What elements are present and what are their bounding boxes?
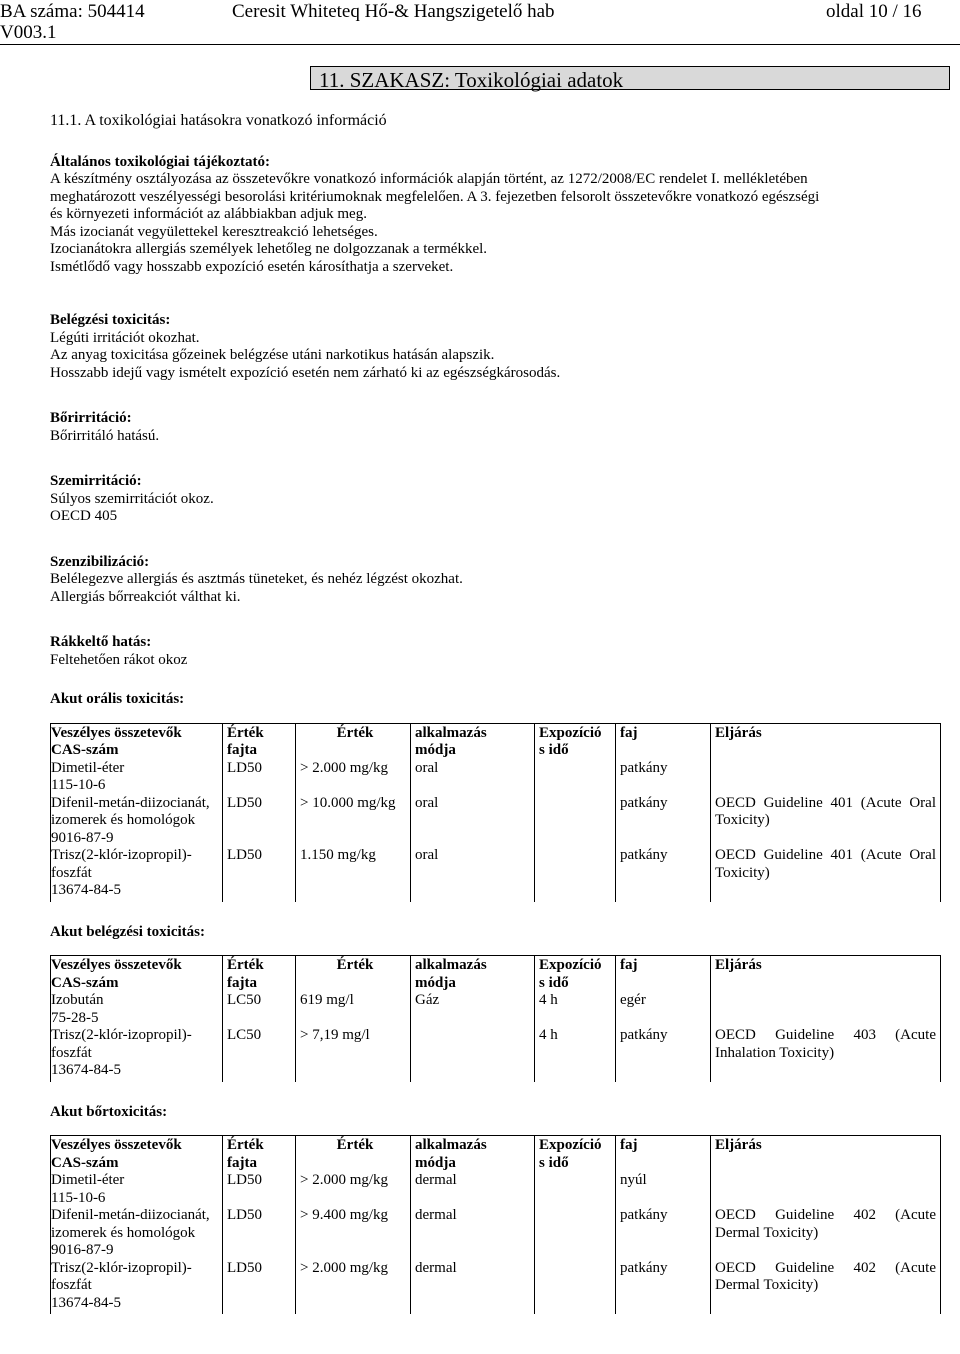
dermal-table-title: Akut bőrtoxicitás: (50, 1103, 168, 1120)
species-cell: patkány (616, 1260, 711, 1315)
species-cell: patkány (616, 1027, 711, 1082)
time-cell: 4 h (535, 992, 616, 1027)
header-cell: Eljárás (711, 956, 941, 993)
type-cell: LD50 (223, 795, 296, 848)
table-row (51, 795, 941, 848)
route-cell: dermal (411, 1172, 535, 1207)
value-cell: > 7,19 mg/l (296, 1027, 411, 1082)
value-cell: > 9.400 mg/kg (296, 1207, 411, 1260)
header-cell: Érték fajta (223, 723, 296, 760)
inhalation-line: Hosszabb idejű vagy ismételt expozíció esetén nem zárható ki az egészségkárosodás. (50, 364, 561, 381)
sensitization-block (50, 554, 940, 607)
skin-block (50, 410, 940, 445)
general-line: meghatározott veszélyességi besorolási kritériumoknak megfelelően. A 3. fejezetben felsorolt összetevőkre vonatkozó egészségi (50, 188, 820, 205)
header-cell: Érték (296, 1136, 411, 1173)
general-line: és környezeti információt az alábbiakban adjuk meg. (50, 206, 367, 222)
value-cell: > 2.000 mg/kg (296, 1172, 411, 1207)
header-cell: Veszélyes összetevők CAS-szám (51, 723, 223, 760)
eye-heading: Szemirritáció: (50, 473, 142, 489)
method-cell: OECD Guideline 403 (Acute Inhalation Toxicity) (711, 1027, 941, 1082)
header-cell: faj (616, 956, 711, 993)
time-cell (535, 1260, 616, 1315)
carcinogenic-block (50, 634, 940, 669)
table-header-row (51, 723, 941, 760)
route-cell: oral (411, 795, 535, 848)
time-cell (535, 1207, 616, 1260)
method-cell: OECD Guideline 402 (Acute Dermal Toxicity) (711, 1207, 941, 1260)
component-cell: Trisz(2-klór-izopropil)- foszfát 13674-84-5 (51, 1260, 223, 1315)
table-row (51, 847, 941, 902)
eye-line: Súlyos szemirritációt okoz. (50, 490, 214, 507)
subsection-title: 11.1. A toxikológiai hatásokra vonatkozó információ (50, 112, 387, 129)
header-cell: Eljárás (711, 723, 941, 760)
component-cell: Dimetil-éter 115-10-6 (51, 760, 223, 795)
route-cell: Gáz (411, 992, 535, 1027)
carcinogenic-line: Feltehetően rákot okoz (50, 651, 188, 668)
carcinogenic-heading: Rákkeltő hatás: (50, 634, 152, 650)
general-line: Izocianátokra allergiás személyek lehetőleg ne dolgozzanak a termékkel. (50, 241, 488, 257)
component-cell: Difenil-metán-diizocianát, izomerek és homológok 9016-87-9 (51, 1207, 223, 1260)
component-cell: Trisz(2-klór-izopropil)- foszfát 13674-84-5 (51, 847, 223, 902)
general-line: A készítmény osztályozása az összetevőkre vonatkozó információk alapján történt, az 1272/2008/EC rendelet I. mellékletében (50, 171, 808, 187)
method-cell (711, 760, 941, 795)
header-cell: Veszélyes összetevők CAS-szám (51, 1136, 223, 1173)
header-cell: faj (616, 723, 711, 760)
route-cell: oral (411, 760, 535, 795)
species-cell: egér (616, 992, 711, 1027)
type-cell: LD50 (223, 760, 296, 795)
route-cell: dermal (411, 1260, 535, 1315)
header-cell: Eljárás (711, 1136, 941, 1173)
header-cell: Érték fajta (223, 956, 296, 993)
table-row (51, 1260, 941, 1315)
header-cell: alkalmazás módja (411, 1136, 535, 1173)
inhalation-line: Az anyag toxicitása gőzeinek belégzése utáni narkotikus hatásán alapszik. (50, 347, 495, 363)
inhalation-heading: Belégzési toxicitás: (50, 312, 171, 328)
species-cell: patkány (616, 1207, 711, 1260)
eye-block (50, 473, 940, 526)
value-cell: > 2.000 mg/kg (296, 760, 411, 795)
dermal-toxicity-table (50, 1135, 941, 1314)
oral-table-title: Akut orális toxicitás: (50, 691, 185, 707)
species-cell: patkány (616, 847, 711, 902)
header-cell: Érték fajta (223, 1136, 296, 1173)
inhalation-block (50, 312, 940, 382)
time-cell (535, 795, 616, 848)
skin-line: Bőrirritáló hatású. (50, 427, 160, 444)
inhalation-line: Légúti irritációt okozhat. (50, 329, 200, 346)
species-cell: patkány (616, 795, 711, 848)
species-cell: patkány (616, 760, 711, 795)
component-cell: Difenil-metán-diizocianát, izomerek és homológok 9016-87-9 (51, 795, 223, 848)
table-row (51, 760, 941, 795)
method-cell (711, 1172, 941, 1207)
table-row (51, 992, 941, 1027)
type-cell: LD50 (223, 1260, 296, 1315)
route-cell (411, 1027, 535, 1082)
header-cell: Expozíció s idő (535, 1136, 616, 1173)
table-header-row (51, 1136, 941, 1173)
header-cell: Érték (296, 956, 411, 993)
time-cell: 4 h (535, 1027, 616, 1082)
sensitization-heading: Szenzibilizáció: (50, 553, 150, 570)
header-divider (0, 44, 960, 45)
species-cell: nyúl (616, 1172, 711, 1207)
header-cell: Érték (296, 723, 411, 760)
header-cell: Veszélyes összetevők CAS-szám (51, 956, 223, 993)
method-cell (711, 992, 941, 1027)
document-body (50, 112, 940, 1314)
type-cell: LD50 (223, 847, 296, 902)
general-block (50, 154, 940, 277)
method-cell: OECD Guideline 402 (Acute Dermal Toxicity) (711, 1260, 941, 1315)
inhalation-table-title: Akut belégzési toxicitás: (50, 923, 205, 940)
page-number: oldal 10 / 16 (826, 1, 922, 22)
component-cell: Izobután 75-28-5 (51, 992, 223, 1027)
ba-number: BA száma: 504414 (0, 1, 145, 22)
time-cell (535, 1172, 616, 1207)
table-row (51, 1172, 941, 1207)
type-cell: LC50 (223, 992, 296, 1027)
header-cell: Expozíció s idő (535, 956, 616, 993)
time-cell (535, 847, 616, 902)
value-cell: > 10.000 mg/kg (296, 795, 411, 848)
type-cell: LD50 (223, 1207, 296, 1260)
general-heading: Általános toxikológiai tájékoztató: (50, 153, 270, 170)
skin-heading: Bőrirritáció: (50, 410, 132, 426)
header-cell: alkalmazás módja (411, 723, 535, 760)
sensitization-line: Allergiás bőrreakciót válthat ki. (50, 588, 241, 605)
type-cell: LC50 (223, 1027, 296, 1082)
table-row (51, 1207, 941, 1260)
oral-toxicity-table (50, 723, 941, 902)
value-cell: 1.150 mg/kg (296, 847, 411, 902)
general-line: Más izocianát vegyülettekel keresztreakció lehetséges. (50, 223, 378, 240)
header-cell: alkalmazás módja (411, 956, 535, 993)
method-cell: OECD Guideline 401 (Acute Oral Toxicity) (711, 795, 941, 848)
general-line: Ismétlődő vagy hosszabb expozíció esetén károsíthatja a szerveket. (50, 258, 454, 275)
header-cell: Expozíció s idő (535, 723, 616, 760)
header-cell: faj (616, 1136, 711, 1173)
time-cell (535, 760, 616, 795)
component-cell: Trisz(2-klór-izopropil)- foszfát 13674-84-5 (51, 1027, 223, 1082)
eye-line: OECD 405 (50, 508, 118, 524)
route-cell: dermal (411, 1207, 535, 1260)
page-header (0, 0, 960, 46)
product-name: Ceresit Whiteteq Hő-& Hangszigetelő hab (232, 1, 555, 22)
route-cell: oral (411, 847, 535, 902)
component-cell: Dimetil-éter 115-10-6 (51, 1172, 223, 1207)
version: V003.1 (0, 22, 57, 43)
method-cell: OECD Guideline 401 (Acute Oral Toxicity) (711, 847, 941, 902)
inhalation-toxicity-table (50, 955, 941, 1082)
table-row (51, 1027, 941, 1082)
type-cell: LD50 (223, 1172, 296, 1207)
section-title: 11. SZAKASZ: Toxikológiai adatok (310, 66, 950, 90)
sensitization-line: Belélegezve allergiás és asztmás tüneteket, és nehéz légzést okozhat. (50, 571, 463, 587)
table-header-row (51, 956, 941, 993)
value-cell: > 2.000 mg/kg (296, 1260, 411, 1315)
value-cell: 619 mg/l (296, 992, 411, 1027)
